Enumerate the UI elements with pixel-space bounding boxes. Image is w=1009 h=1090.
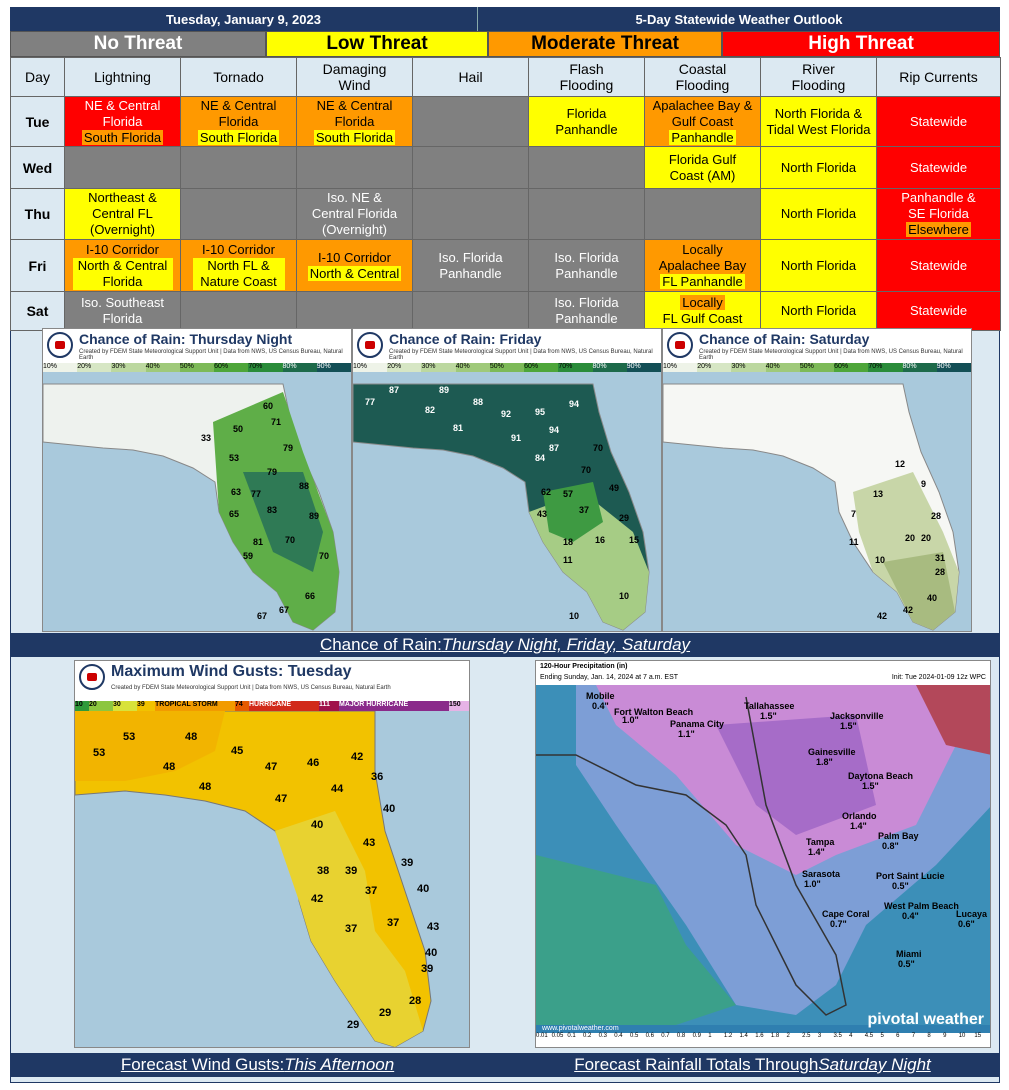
- col-header: Flash Flooding: [529, 58, 645, 97]
- rain-map-friday: Chance of Rain: Friday Created by FDEM State Meteorological Support Unit | Data from NWS, US Census Bureau, Natural Earth 10% 20% 30% 40% 50% 60% 70% 80% 90% 87 89 88 77 82 92 95 94 81 91 87 94 84 70 70 62 57 49 43 37 29 18 16 15 11 10 10: [352, 328, 662, 632]
- map-title: Chance of Rain: Saturday: [699, 331, 870, 347]
- map-title: Maximum Wind Gusts: Tuesday: [111, 663, 352, 680]
- table-row: [11, 292, 1001, 331]
- legend-no-threat: No Threat: [10, 31, 266, 57]
- coastal-cell: Apalachee Bay & Gulf Coast Panhandle: [645, 97, 761, 147]
- day-cell: Wed: [11, 147, 65, 189]
- col-header: Hail: [413, 58, 529, 97]
- coastal-cell: Locally Apalachee Bay FL Panhandle: [645, 240, 761, 292]
- hail-cell: Iso. Florida Panhandle: [413, 240, 529, 292]
- header-title: 5-Day Statewide Weather Outlook: [635, 11, 843, 27]
- table-row: [11, 240, 1001, 292]
- river-cell: North Florida: [761, 292, 877, 331]
- wind-cell: NE & Central Florida South Florida: [297, 97, 413, 147]
- hail-cell: [413, 147, 529, 189]
- rip-cell: Statewide: [877, 147, 1001, 189]
- day-cell: Fri: [11, 240, 65, 292]
- table-row: [11, 97, 1001, 147]
- coastal-cell: [645, 189, 761, 240]
- rain-map-thursday: Chance of Rain: Thursday Night Created by FDEM State Meteorological Support Unit | Data from NWS, US Census Bureau, Natural Earth 10% 20% 30% 40% 50% 60% 70% 80% 90% 60 71 50 33 79 53 79 88 63 77 83 65 89 81 70 70 59 66 67 67: [42, 328, 352, 632]
- table-row: [11, 147, 1001, 189]
- table-row: [11, 189, 1001, 240]
- col-header: Rip Currents: [877, 58, 1001, 97]
- hail-cell: [413, 189, 529, 240]
- wind-gust-map: Maximum Wind Gusts: Tuesday Created by FDEM State Meteorological Support Unit | Data from NWS, US Census Bureau, Natural Earth 10 20 30 39 TROPICAL STORM 74 HURRICANE 111 MAJOR HURRICANE 150 53 48 53 45 48 47 46 42 48 36 47 44 40 40 43 39 38 39 40 37 42 37 43 37 40 39 28 29 29: [74, 660, 470, 1048]
- tornado-cell: I-10 Corridor North FL & Nature Coast: [181, 240, 297, 292]
- map-subtitle: Created by FDEM State Meteorological Support Unit | Data from NWS, US Census Bureau, Natural Earth: [79, 349, 343, 361]
- col-header: Day: [11, 58, 65, 97]
- fdem-logo-icon: [357, 332, 383, 358]
- rain-caption: Chance of Rain: Thursday Night, Friday, Saturday: [10, 633, 1000, 657]
- fdem-logo-icon: [667, 332, 693, 358]
- precip-title: 120-Hour Precipitation (in): [540, 663, 628, 670]
- fdem-logo-icon: [47, 332, 73, 358]
- river-cell: North Florida: [761, 240, 877, 292]
- coastal-cell: Florida Gulf Coast (AM): [645, 147, 761, 189]
- col-header: Tornado: [181, 58, 297, 97]
- rain-scale: 10% 20% 30% 40% 50% 60% 70% 80% 90%: [43, 363, 351, 372]
- col-header: Coastal Flooding: [645, 58, 761, 97]
- map-title: Chance of Rain: Thursday Night: [79, 331, 293, 347]
- threat-legend: [10, 31, 1000, 57]
- map-title: Chance of Rain: Friday: [389, 331, 542, 347]
- wind-cell: I-10 Corridor North & Central: [297, 240, 413, 292]
- header-date: Tuesday, January 9, 2023: [10, 7, 478, 31]
- precip-website: www.pivotalweather.com: [542, 1025, 619, 1032]
- pivotal-weather-logo: pivotal weather: [867, 1011, 984, 1028]
- tornado-cell: [181, 292, 297, 331]
- precip-map: 120-Hour Precipitation (in) Ending Sunday, Jan. 14, 2024 at 7 a.m. EST Init: Tue 2024-01-09 12z WPC Mobile 0.4" Fort Walton Beach 1.0" Panama City 1.1" Tallahassee 1.5" Jacksonville 1.5" Gainesville 1.8" Daytona Beach 1.5" Orlando 1.4" Tampa 1.4" Palm Bay 0.8" Sarasota 1.0" Port Saint Lucie 0.5" Cape Coral 0.7" West Palm Beach 0.4" Lucaya 0.6" Miami 0.5" www.pivotalweather.com pivotal weather 0.01 0.05 0.1 0.2 0.3 0.4 0.5 0.6 0.7 0.8 0.9 1 1.2 1.4 1.6 1.8 2 2.5 3 3.5 4 4.5 5 6 7 8 9 10 15: [535, 660, 991, 1048]
- col-header: River Flooding: [761, 58, 877, 97]
- wind-cell: [297, 147, 413, 189]
- day-cell: Sat: [11, 292, 65, 331]
- map-subtitle: Created by FDEM State Meteorological Support Unit | Data from NWS, US Census Bureau, Natural Earth: [111, 685, 391, 691]
- precip-field-icon: [536, 685, 991, 1025]
- map-subtitle: Created by FDEM State Meteorological Support Unit | Data from NWS, US Census Bureau, Natural Earth: [699, 349, 963, 361]
- rip-cell: Statewide: [877, 240, 1001, 292]
- flash-cell: [529, 147, 645, 189]
- wind-cell: Iso. NE & Central Florida (Overnight): [297, 189, 413, 240]
- hail-cell: [413, 97, 529, 147]
- river-cell: North Florida: [761, 189, 877, 240]
- florida-map-icon: [663, 372, 972, 632]
- day-cell: Tue: [11, 97, 65, 147]
- map-subtitle: Created by FDEM State Meteorological Support Unit | Data from NWS, US Census Bureau, Natural Earth: [389, 349, 653, 361]
- precip-caption: Forecast Rainfall Totals Through Saturday Night: [505, 1053, 1000, 1077]
- lightning-cell: Northeast & Central FL (Overnight): [65, 189, 181, 240]
- col-header: Damaging Wind: [297, 58, 413, 97]
- tornado-cell: NE & Central Florida South Florida: [181, 97, 297, 147]
- rip-cell: Statewide: [877, 292, 1001, 331]
- precip-init: Init: Tue 2024-01-09 12z WPC: [891, 674, 986, 681]
- precip-subtitle: Ending Sunday, Jan. 14, 2024 at 7 a.m. EST: [540, 674, 679, 681]
- day-cell: Thu: [11, 189, 65, 240]
- header-bar: [10, 7, 1000, 31]
- threat-table: [10, 57, 1001, 331]
- flash-cell: [529, 189, 645, 240]
- coastal-cell: Locally FL Gulf Coast: [645, 292, 761, 331]
- rain-scale: 10% 20% 30% 40% 50% 60% 70% 80% 90%: [353, 363, 661, 372]
- legend-moderate-threat: Moderate Threat: [488, 31, 722, 57]
- fdem-logo-icon: [79, 664, 105, 690]
- flash-cell: Iso. Florida Panhandle: [529, 240, 645, 292]
- lightning-cell: [65, 147, 181, 189]
- rip-cell: Panhandle & SE Florida Elsewhere: [877, 189, 1001, 240]
- table-header-row: [11, 58, 1001, 97]
- flash-cell: Florida Panhandle: [529, 97, 645, 147]
- river-cell: North Florida: [761, 147, 877, 189]
- precip-scale: 0.01 0.05 0.1 0.2 0.3 0.4 0.5 0.6 0.7 0.8 0.9 1 1.2 1.4 1.6 1.8 2 2.5 3 3.5 4 4.5 5 6 7 8 9 10 15: [536, 1033, 990, 1048]
- wind-caption: Forecast Wind Gusts: This Afternoon: [10, 1053, 505, 1077]
- lightning-cell: I-10 Corridor North & Central Florida: [65, 240, 181, 292]
- rain-map-saturday: Chance of Rain: Saturday Created by FDEM State Meteorological Support Unit | Data from NWS, US Census Bureau, Natural Earth 10% 20% 30% 40% 50% 60% 70% 80% 90% 12 9 13 7 28 11 20 20 31 10 28 40 42 42: [662, 328, 972, 632]
- legend-low-threat: Low Threat: [266, 31, 488, 57]
- flash-cell: Iso. Florida Panhandle: [529, 292, 645, 331]
- rain-scale: 10% 20% 30% 40% 50% 60% 70% 80% 90%: [663, 363, 971, 372]
- river-cell: North Florida & Tidal West Florida: [761, 97, 877, 147]
- lightning-cell: Iso. Southeast Florida: [65, 292, 181, 331]
- lightning-cell: NE & Central Florida South Florida: [65, 97, 181, 147]
- tornado-cell: [181, 147, 297, 189]
- wind-scale: 10 20 30 39 TROPICAL STORM 74 HURRICANE 111 MAJOR HURRICANE 150: [75, 701, 469, 711]
- hail-cell: [413, 292, 529, 331]
- wind-cell: [297, 292, 413, 331]
- legend-high-threat: High Threat: [722, 31, 1000, 57]
- tornado-cell: [181, 189, 297, 240]
- col-header: Lightning: [65, 58, 181, 97]
- rip-cell: Statewide: [877, 97, 1001, 147]
